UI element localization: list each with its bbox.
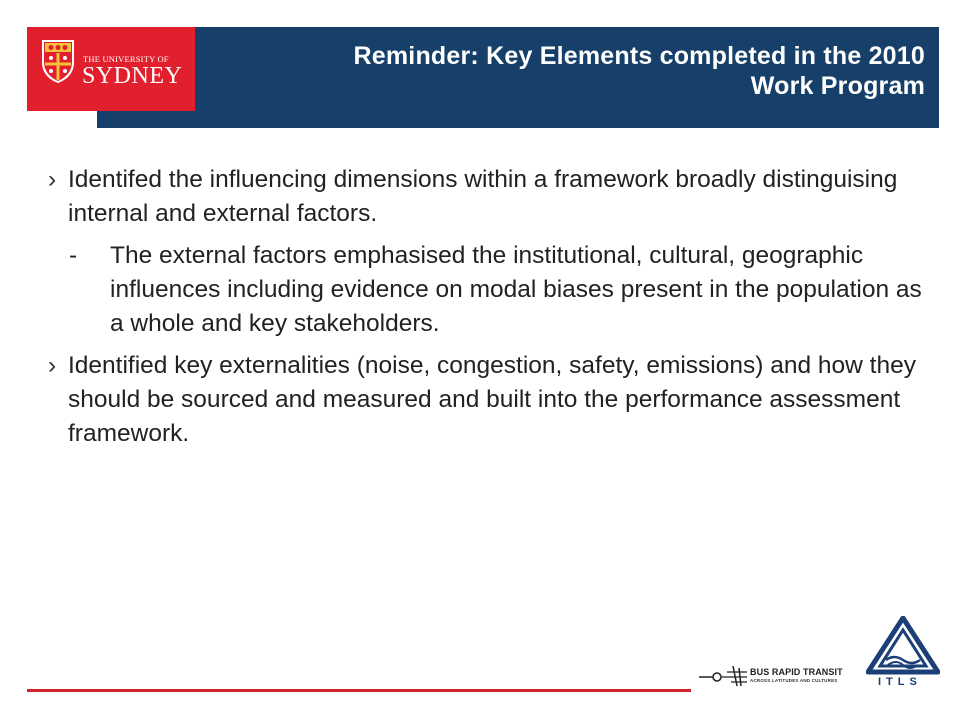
itls-triangle-icon	[866, 616, 940, 676]
itls-logo	[866, 616, 940, 692]
brt-subtitle: ACROSS LATITUDES AND CULTURES	[750, 678, 838, 683]
sub-bullet-item	[69, 239, 928, 341]
logo-big-text: SYDNEY	[82, 63, 183, 89]
bullet-item	[48, 349, 928, 451]
brt-title: BUS RAPID TRANSIT	[750, 667, 843, 677]
itls-text: ITLS	[878, 676, 922, 688]
slide-title	[145, 41, 925, 101]
bullet-item	[48, 163, 928, 231]
bullet-marker: ›	[48, 352, 57, 379]
bullet-text: Identified key externalities (noise, congestion, safety, emissions) and how they should be sourced and measured and built into the performance assessment framework.	[68, 352, 916, 447]
brt-logo	[697, 662, 865, 690]
slide-body	[48, 163, 928, 459]
slide-title-line-2: Work Program	[750, 72, 925, 100]
logo-small-text: THE UNIVERSITY OF	[83, 54, 169, 64]
bullet-text: Identifed the influencing dimensions within a framework broadly distinguising internal and external factors.	[68, 166, 898, 227]
bus-transit-icon	[697, 662, 749, 690]
university-logo	[27, 27, 195, 111]
title-bar	[97, 27, 939, 128]
bullet-marker: ›	[48, 166, 57, 193]
sub-bullet-text: The external factors emphasised the institutional, cultural, geographic influences including evidence on modal biases present in the population as a whole and key stakeholders.	[110, 242, 922, 337]
sub-bullet-marker: -	[69, 242, 78, 269]
footer-divider	[27, 689, 691, 692]
university-crest-icon	[40, 38, 76, 84]
slide-title-line-1: Reminder: Key Elements completed in the 2010	[353, 42, 925, 70]
